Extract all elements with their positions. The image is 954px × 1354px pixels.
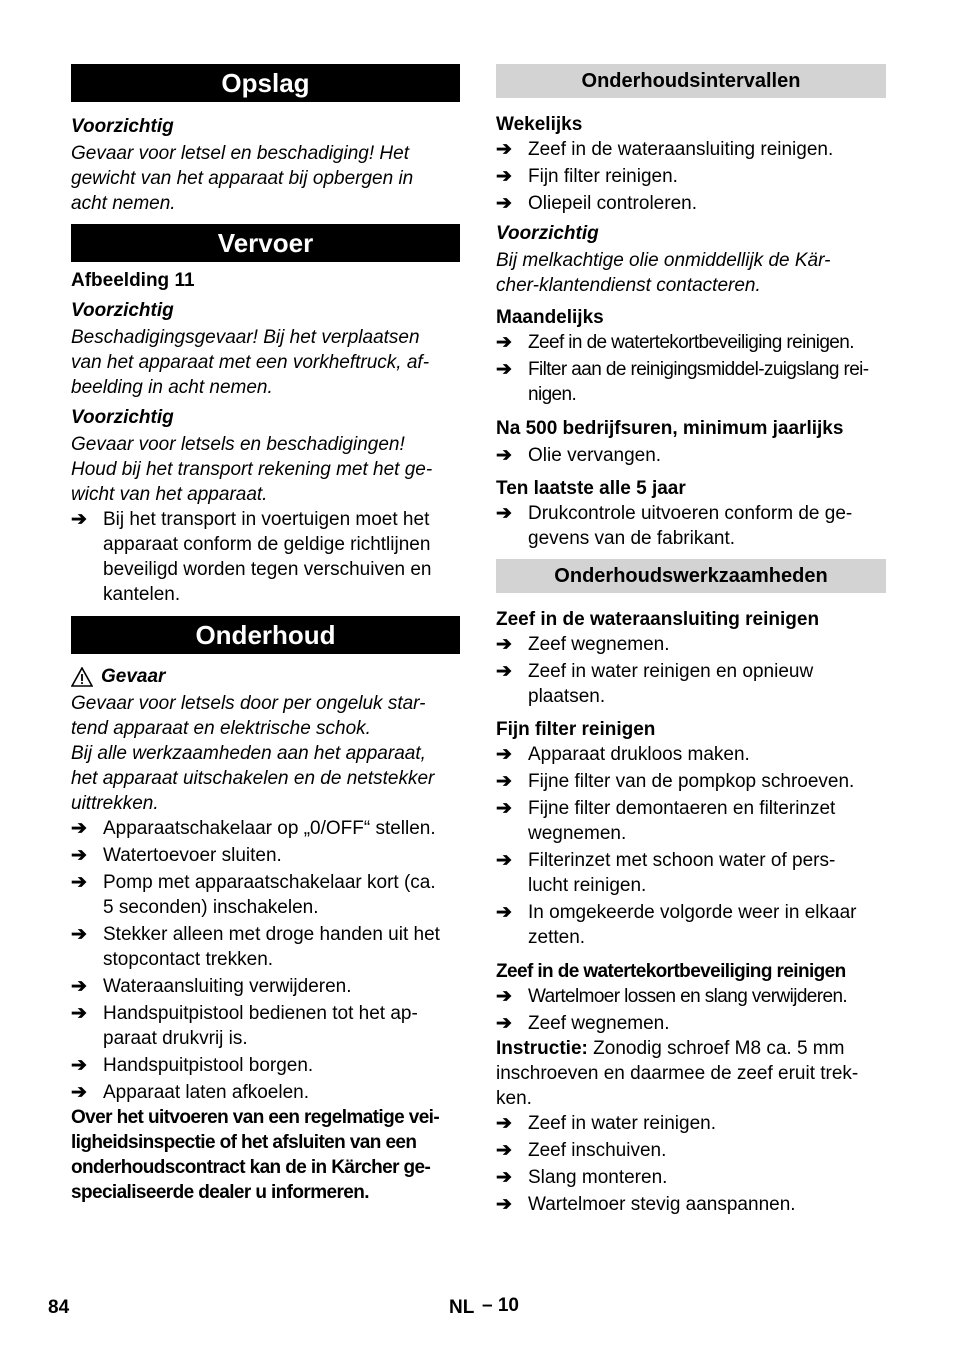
arrow-right-icon: ➔: [496, 166, 512, 187]
list-item: ➔ Slang monteren.: [496, 1167, 668, 1188]
heading-onderhoudsintervallen: Onderhoudsintervallen: [496, 64, 886, 98]
language-code: NL: [449, 1297, 475, 1318]
years-label: Ten laatste alle 5 jaar: [496, 478, 686, 499]
list-item: ➔ Drukcontrole uitvoeren conform de ge- gevens van de fabrikant.: [496, 503, 853, 549]
heading-onderhoudswerkzaamheden: Onderhoudswerkzaamheden: [496, 559, 886, 593]
list-item: ➔ Zeef wegnemen.: [496, 634, 670, 655]
arrow-right-icon: ➔: [71, 509, 87, 530]
hours-label: Na 500 bedrijfsuren, minimum jaarlijks: [496, 418, 844, 439]
arrow-right-icon: ➔: [496, 634, 512, 655]
arrow-right-icon: ➔: [496, 1013, 512, 1034]
arrow-right-icon: ➔: [71, 1003, 87, 1024]
list-item: ➔ Zeef in de wateraansluiting reinigen.: [496, 139, 834, 160]
warning-triangle-icon: [71, 667, 93, 687]
caution-label: Voorzichtig: [71, 300, 174, 321]
arrow-right-icon: ➔: [71, 845, 87, 866]
arrow-right-icon: ➔: [71, 976, 87, 997]
caution-label: Voorzichtig: [496, 223, 599, 244]
caution-text: Beschadigingsgevaar! Bij het verplaatsen van het apparaat met een vorkheftruck, af- beelding in acht nemen.: [71, 327, 430, 398]
arrow-right-icon: ➔: [496, 798, 512, 819]
section-label: Zeef in de wateraansluiting reinigen: [496, 609, 820, 630]
page-number: 84: [48, 1297, 70, 1318]
arrow-right-icon: ➔: [496, 1140, 512, 1161]
left-column: [71, 64, 460, 1205]
list-item: ➔ Watertoevoer sluiten.: [71, 845, 282, 866]
list-item: ➔ Zeef inschuiven.: [496, 1140, 667, 1161]
danger-label: Gevaar: [71, 664, 460, 689]
list-item: ➔ Handspuitpistool borgen.: [71, 1055, 314, 1076]
arrow-right-icon: ➔: [496, 139, 512, 160]
caution-text: Bij melkachtige olie onmiddellijk de Kär- cher-klantendienst contacteren.: [496, 250, 831, 296]
list-item: ➔ Zeef in water reinigen en opnieuw plaatsen.: [496, 661, 814, 707]
list-item: ➔ Oliepeil controleren.: [496, 193, 697, 214]
arrow-right-icon: ➔: [496, 445, 512, 466]
list-item: ➔ Zeef in de watertekortbeveiliging reinigen.: [496, 332, 854, 353]
right-column: [496, 64, 886, 1217]
caution-text: Gevaar voor letsels en beschadigingen! Houd bij het transport rekening met het ge- wicht van het apparaat.: [71, 434, 433, 505]
arrow-right-icon: ➔: [496, 193, 512, 214]
arrow-right-icon: ➔: [496, 850, 512, 871]
list-item: ➔ Apparaat drukloos maken.: [496, 744, 750, 765]
arrow-right-icon: ➔: [496, 902, 512, 923]
sub-page-number: – 10: [482, 1295, 519, 1316]
list-item: ➔ Wartelmoer stevig aanspannen.: [496, 1194, 796, 1215]
list-item: ➔ Filter aan de reinigingsmiddel-zuigslang rei- nigen.: [496, 359, 869, 405]
arrow-right-icon: ➔: [496, 332, 512, 353]
list-item: ➔ Pomp met apparaatschakelaar kort (ca. 5 seconden) inschakelen.: [71, 872, 436, 918]
list-item: ➔ Olie vervangen.: [496, 445, 662, 466]
list-item: ➔ Filterinzet met schoon water of pers- lucht reinigen.: [496, 850, 836, 896]
arrow-right-icon: ➔: [71, 924, 87, 945]
caution-label: Voorzichtig: [71, 116, 174, 137]
arrow-right-icon: ➔: [496, 744, 512, 765]
list-item: ➔ Fijne filter demontaeren en filterinzet wegnemen.: [496, 798, 836, 844]
list-item: ➔ Fijne filter van de pompkop schroeven.: [496, 771, 855, 792]
section-label: Fijn filter reinigen: [496, 719, 656, 740]
arrow-right-icon: ➔: [496, 986, 512, 1007]
list-item: ➔ Zeef wegnemen.: [496, 1013, 670, 1034]
instructie-note: Instructie: Zonodig schroef M8 ca. 5 mm inschroeven en daarmee de zeef eruit trek- ken.: [496, 1038, 859, 1109]
arrow-right-icon: ➔: [496, 771, 512, 792]
danger-text: Gevaar voor letsels door per ongeluk star- tend apparaat en elektrische schok. Bij alle werkzaamheden aan het apparaat, het apparaat uitschakelen en de netstekker uittrekken.: [71, 693, 435, 814]
arrow-right-icon: ➔: [496, 661, 512, 682]
arrow-right-icon: ➔: [496, 359, 512, 380]
list-item: ➔ Wateraansluiting verwijderen.: [71, 976, 352, 997]
list-item: ➔ Apparaat laten afkoelen.: [71, 1082, 309, 1103]
arrow-right-icon: ➔: [496, 1194, 512, 1215]
list-item: ➔ Bij het transport in voertuigen moet het apparaat conform de geldige richtlijnen beveiligd worden tegen verschuiven en kantelen.: [71, 509, 432, 605]
list-item: ➔ Apparaatschakelaar op „0/OFF“ stellen.: [71, 818, 436, 839]
weekly-label: Wekelijks: [496, 114, 583, 135]
arrow-right-icon: ➔: [71, 818, 87, 839]
arrow-right-icon: ➔: [496, 1167, 512, 1188]
caution-label: Voorzichtig: [71, 407, 174, 428]
heading-onderhoud: Onderhoud: [71, 616, 460, 654]
arrow-right-icon: ➔: [496, 503, 512, 524]
monthly-label: Maandelijks: [496, 307, 604, 328]
maintenance-note: Over het uitvoeren van een regelmatige vei- ligheidsinspectie of het afsluiten van een onderhoudscontract kan de in Kärcher ge- specialiseerde dealer u informeren.: [71, 1107, 440, 1203]
list-item: ➔ Wartelmoer lossen en slang verwijderen.: [496, 986, 848, 1007]
list-item: ➔ Handspuitpistool bedienen tot het ap- paraat drukvrij is.: [71, 1003, 418, 1049]
section-label: Zeef in de watertekortbeveiliging reinigen: [496, 961, 846, 982]
list-item: ➔ Zeef in water reinigen.: [496, 1113, 716, 1134]
arrow-right-icon: ➔: [71, 1055, 87, 1076]
arrow-right-icon: ➔: [71, 1082, 87, 1103]
arrow-right-icon: ➔: [71, 872, 87, 893]
list-item: ➔ Fijn filter reinigen.: [496, 166, 678, 187]
caution-text: Gevaar voor letsel en beschadiging! Het gewicht van het apparaat bij opbergen in acht nemen.: [71, 143, 414, 214]
heading-vervoer: Vervoer: [71, 224, 460, 262]
list-item: ➔ Stekker alleen met droge handen uit het stopcontact trekken.: [71, 924, 440, 970]
list-item: ➔ In omgekeerde volgorde weer in elkaar zetten.: [496, 902, 857, 948]
arrow-right-icon: ➔: [496, 1113, 512, 1134]
figure-reference: Afbeelding 11: [71, 270, 195, 291]
heading-opslag: Opslag: [71, 64, 460, 102]
